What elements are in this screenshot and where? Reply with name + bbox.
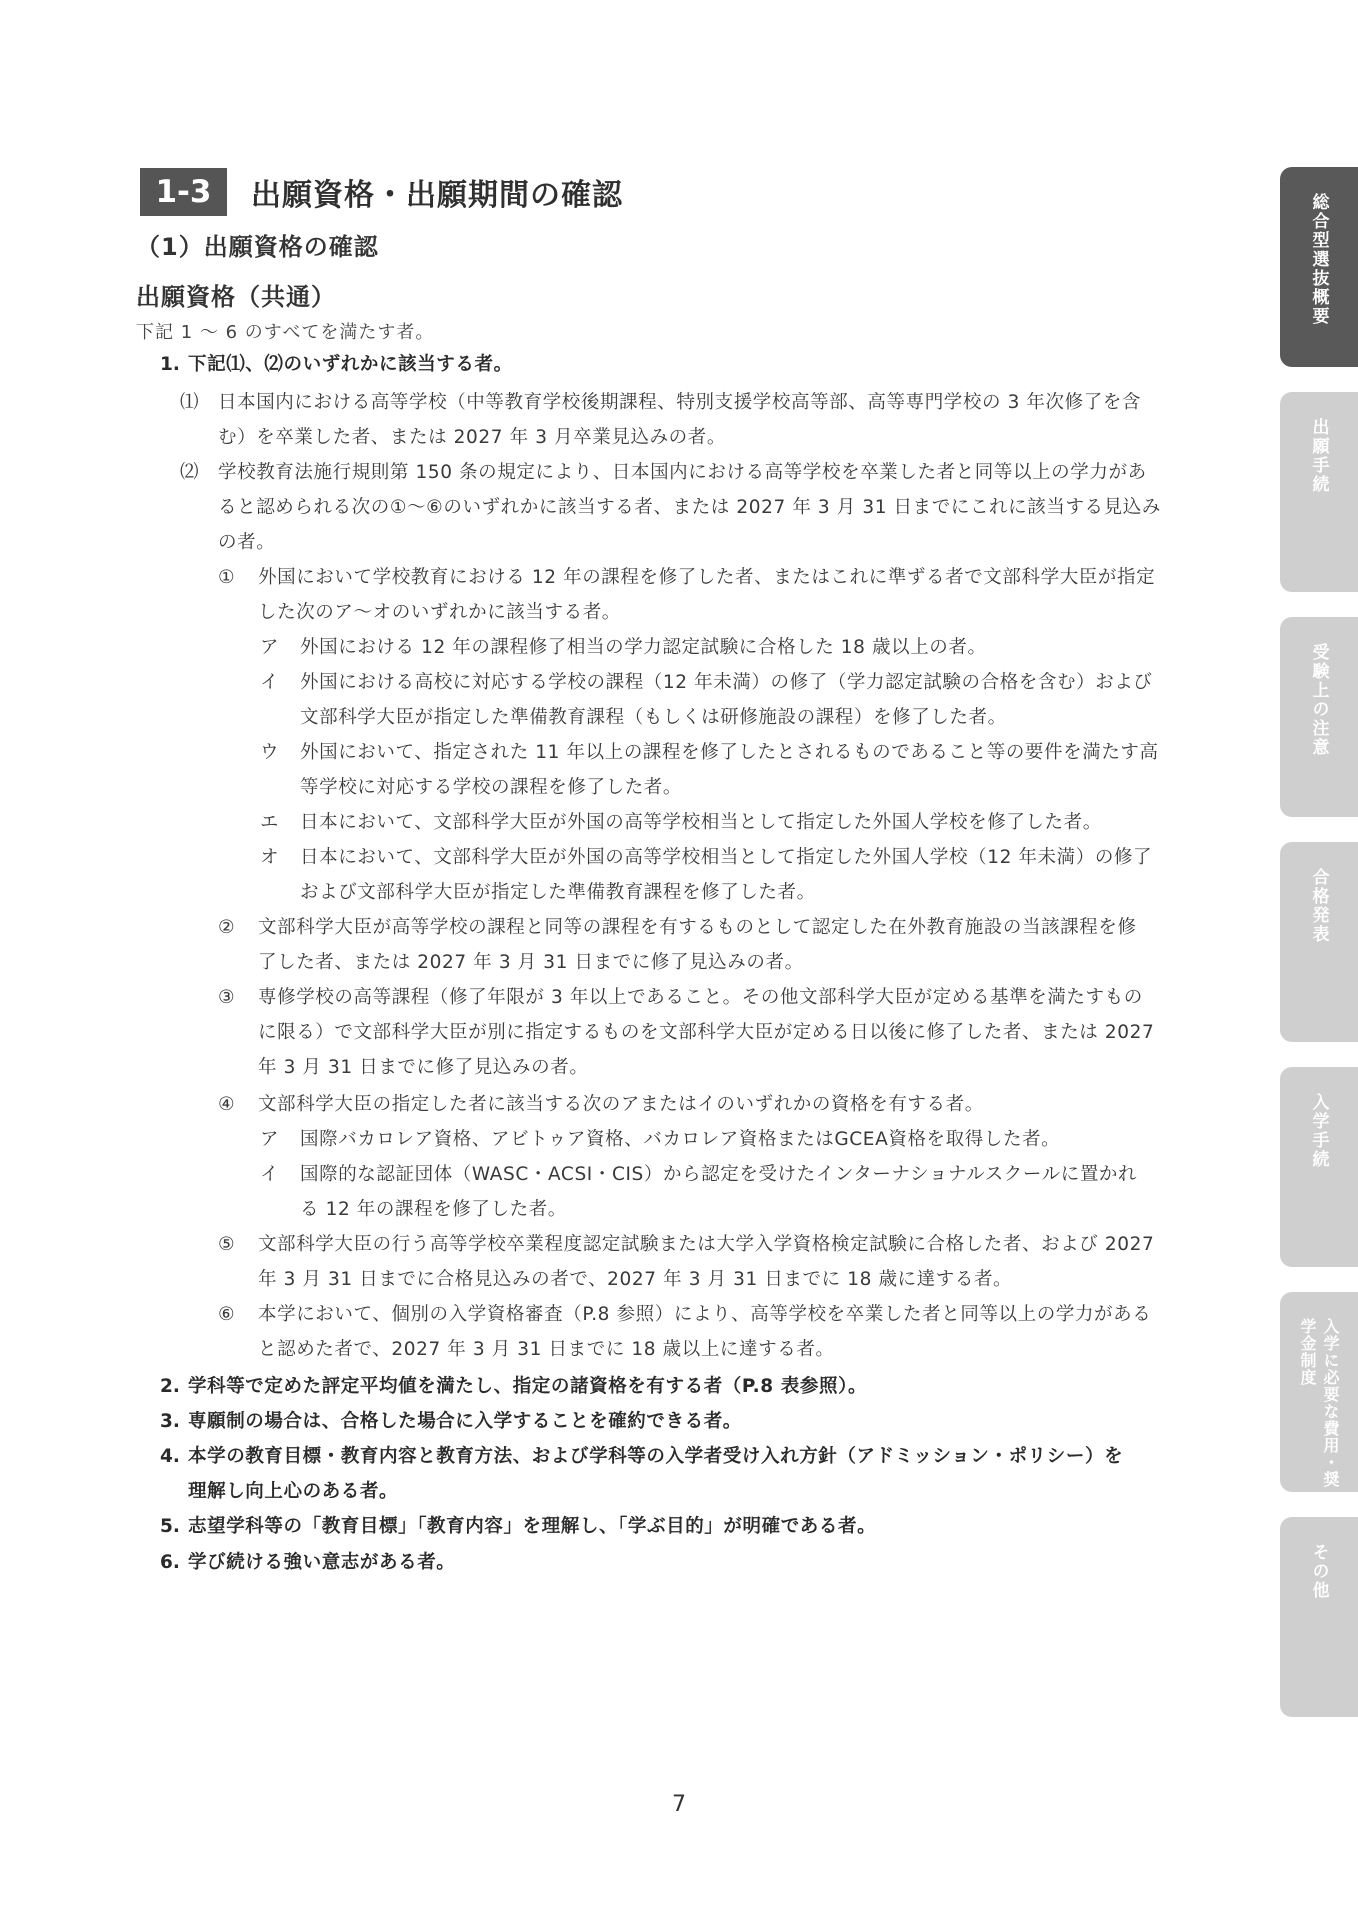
list-item-text: した次のア〜オのいずれかに該当する者。 xyxy=(258,602,621,623)
list-item-text: 専修学校の高等課程（修了年限が 3 年以上であること。その他文部科学大臣が定める基準を満たすもの xyxy=(258,987,1143,1008)
list-marker: ア xyxy=(260,637,279,658)
list-marker: オ xyxy=(260,847,279,868)
index-tab-label: 合格発表 xyxy=(1308,868,1329,944)
page-number: 7 xyxy=(672,1792,686,1817)
list-item-text: と認めた者で、2027 年 3 月 31 日までに 18 歳以上に達する者。 xyxy=(258,1339,835,1360)
index-tab-label: 入学手続 xyxy=(1308,1093,1329,1169)
list-item-text: 学校教育法施行規則第 150 条の規定により、日本国内における高等学校を卒業した者と同等以上の学力があ xyxy=(218,462,1147,483)
list-item-text: 日本において、文部科学大臣が外国の高等学校相当として指定した外国人学校（12 年未満）の修了 xyxy=(300,847,1153,868)
list-item-text: 日本国内における高等学校（中等教育学校後期課程、特別支援学校高等部、高等専門学校の 3 年次修了を含 xyxy=(218,392,1142,413)
index-tab[interactable] xyxy=(1280,617,1358,817)
list-item-text: 理解し向上心のある者。 xyxy=(188,1481,399,1502)
list-item-text: む）を卒業した者、または 2027 年 3 月卒業見込みの者。 xyxy=(218,427,726,448)
side-index-tabs xyxy=(1280,0,1358,1920)
list-marker: ⑤ xyxy=(218,1234,235,1255)
list-item-text: 文部科学大臣の行う高等学校卒業程度認定試験または大学入学資格検定試験に合格した者、および 2027 xyxy=(258,1234,1155,1255)
index-tab[interactable] xyxy=(1280,1067,1358,1267)
list-item-text: 文部科学大臣が高等学校の課程と同等の課程を有するものとして認定した在外教育施設の当該課程を修 xyxy=(258,917,1137,938)
index-tab-label: 入学に必要な費用・奨学金制度 xyxy=(1298,1318,1340,1488)
list-marker: ④ xyxy=(218,1094,235,1115)
list-marker: ア xyxy=(260,1129,279,1150)
list-marker: ウ xyxy=(260,742,279,763)
list-marker: 3. xyxy=(160,1411,180,1432)
list-marker: ⑵ xyxy=(180,462,199,483)
list-item-text: 了した者、または 2027 年 3 月 31 日までに修了見込みの者。 xyxy=(258,952,804,973)
subsubsection-heading: 出願資格（共通） xyxy=(136,283,336,311)
list-item-text: 文部科学大臣が指定した準備教育課程（もしくは研修施設の課程）を修了した者。 xyxy=(300,707,1007,728)
list-item-text: 学科等で定めた評定平均値を満たし、指定の諸資格を有する者（P.8 表参照）。 xyxy=(188,1376,868,1397)
list-item-text: 国際的な認証団体（WASC・ACSI・CIS）から認定を受けたインターナショナルスクールに置かれ xyxy=(300,1164,1138,1185)
index-tab-label: 出願手続 xyxy=(1308,418,1329,494)
list-marker: 4. xyxy=(160,1446,180,1467)
list-item-text: に限る）で文部科学大臣が別に指定するものを文部科学大臣が定める日以後に修了した者、または 2027 xyxy=(258,1022,1155,1043)
list-item-text: 志望学科等の「教育目標」「教育内容」を理解し、「学ぶ目的」が明確である者。 xyxy=(188,1516,877,1537)
list-marker: 6. xyxy=(160,1552,180,1573)
intro-text: 下記 1 〜 6 のすべてを満たす者。 xyxy=(136,322,435,343)
list-item-text: の者。 xyxy=(218,532,276,553)
index-tab[interactable] xyxy=(1280,842,1358,1042)
list-marker: イ xyxy=(260,1164,279,1185)
index-tab[interactable] xyxy=(1280,1517,1358,1717)
list-item-text: 外国において学校教育における 12 年の課程を修了した者、またはこれに準ずる者で文部科学大臣が指定 xyxy=(258,567,1156,588)
list-item-text: および文部科学大臣が指定した準備教育課程を修了した者。 xyxy=(300,882,816,903)
list-marker: イ xyxy=(260,672,279,693)
list-item-text: 年 3 月 31 日までに合格見込みの者で、2027 年 3 月 31 日までに 18 歳に達する者。 xyxy=(258,1269,1013,1290)
list-item-text: ると認められる次の①〜⑥のいずれかに該当する者、または 2027 年 3 月 31 日までにこれに該当する見込み xyxy=(218,497,1161,518)
list-marker: 1. xyxy=(160,354,180,375)
list-marker: ⑴ xyxy=(180,392,199,413)
list-marker: ⑥ xyxy=(218,1304,235,1325)
list-item-text: 下記⑴、⑵のいずれかに該当する者。 xyxy=(188,354,513,375)
list-marker: エ xyxy=(260,812,279,833)
index-tab-label: 受験上の注意 xyxy=(1308,643,1329,757)
list-item-text: 文部科学大臣の指定した者に該当する次のアまたはイのいずれかの資格を有する者。 xyxy=(258,1094,984,1115)
list-marker: ② xyxy=(218,917,235,938)
list-item-text: 外国における高校に対応する学校の課程（12 年未満）の修了（学力認定試験の合格を含む）および xyxy=(300,672,1153,693)
list-item-text: 学び続ける強い意志がある者。 xyxy=(188,1552,456,1573)
subsection-heading: （1）出願資格の確認 xyxy=(136,233,379,261)
list-item-text: 年 3 月 31 日までに修了見込みの者。 xyxy=(258,1057,589,1078)
list-item-text: 等学校に対応する学校の課程を修了した者。 xyxy=(300,777,683,798)
list-item-text: る 12 年の課程を修了した者。 xyxy=(300,1199,567,1220)
list-marker: ① xyxy=(218,567,235,588)
list-item-text: 国際バカロレア資格、アビトゥア資格、バカロレア資格またはGCEA資格を取得した者。 xyxy=(300,1129,1061,1150)
list-item-text: 専願制の場合は、合格した場合に入学することを確約できる者。 xyxy=(188,1411,742,1432)
index-tab-label: その他 xyxy=(1308,1543,1329,1600)
list-item-text: 日本において、文部科学大臣が外国の高等学校相当として指定した外国人学校を修了した者。 xyxy=(300,812,1102,833)
index-tab[interactable] xyxy=(1280,392,1358,592)
list-item-text: 本学において、個別の入学資格審査（P.8 参照）により、高等学校を卒業した者と同等以上の学力がある xyxy=(258,1304,1152,1325)
index-tab[interactable] xyxy=(1280,167,1358,367)
index-tab-label: 総合型選抜概要 xyxy=(1308,193,1329,326)
index-tab[interactable] xyxy=(1280,1292,1358,1492)
list-item-text: 外国における 12 年の課程修了相当の学力認定試験に合格した 18 歳以上の者。 xyxy=(300,637,987,658)
section-title: 出願資格・出願期間の確認 xyxy=(251,178,623,213)
list-item-text: 本学の教育目標・教育内容と教育方法、および学科等の入学者受け入れ方針（アドミッション・ポリシー）を xyxy=(188,1446,1124,1467)
list-marker: ③ xyxy=(218,987,235,1008)
list-item-text: 外国において、指定された 11 年以上の課程を修了したとされるものであること等の要件を満たす高 xyxy=(300,742,1159,763)
list-marker: 5. xyxy=(160,1516,180,1537)
section-number: 1-3 xyxy=(140,168,227,216)
list-marker: 2. xyxy=(160,1376,180,1397)
section-header xyxy=(140,167,623,217)
